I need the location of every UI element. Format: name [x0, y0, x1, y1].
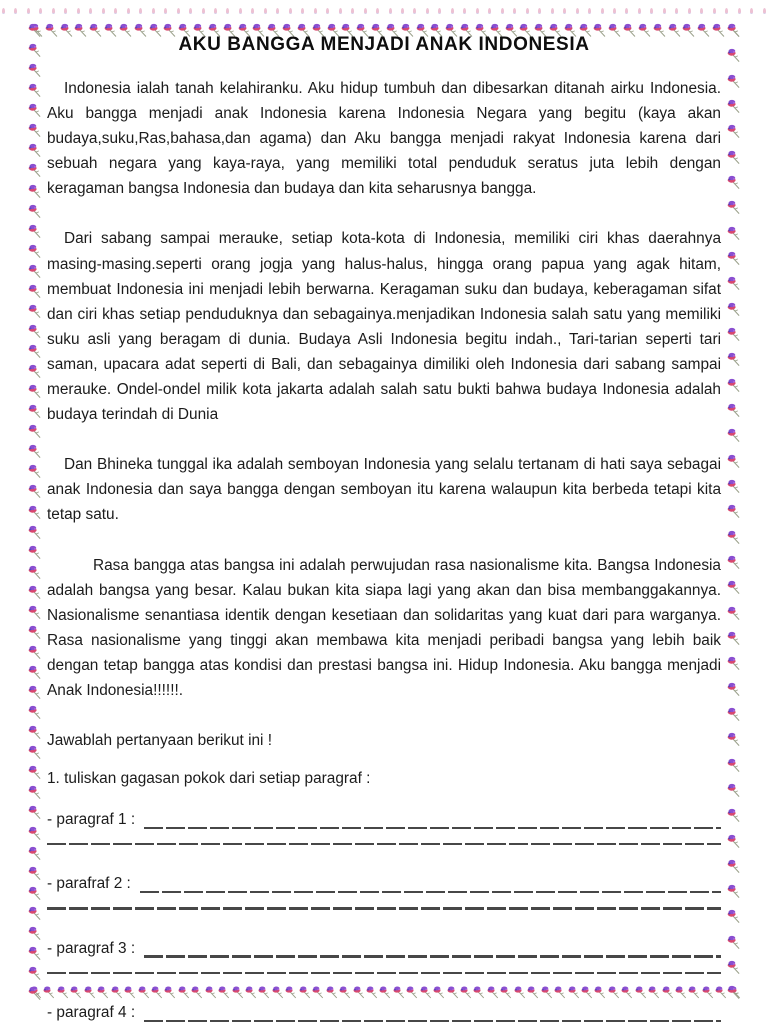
faint-petal-mark [538, 8, 541, 14]
rose-flower-icon [27, 324, 42, 339]
rose-flower-icon [27, 785, 42, 800]
rose-flower-icon [726, 378, 741, 393]
faint-petal-mark [189, 8, 192, 14]
rose-flower-icon [726, 606, 741, 621]
flower-border-right [726, 23, 742, 1001]
faint-petal-mark [39, 8, 42, 14]
answer-block-paragraf-4 [47, 998, 721, 1024]
rose-flower-icon [726, 859, 741, 874]
faint-petal-mark [202, 8, 205, 14]
faint-petal-mark [164, 8, 167, 14]
rose-flower-icon [726, 352, 741, 367]
rose-flower-icon [27, 184, 42, 199]
rose-flower-icon [726, 23, 741, 38]
answer-label-paragraf-2: - parafraf 2 : [47, 875, 131, 893]
faint-petal-mark [463, 8, 466, 14]
faint-flower-strip [2, 7, 766, 15]
faint-petal-mark [725, 8, 728, 14]
faint-petal-mark [513, 8, 516, 14]
faint-petal-mark [27, 8, 30, 14]
rose-flower-icon [726, 884, 741, 899]
rose-flower-icon [726, 985, 741, 1000]
rose-flower-icon [726, 200, 741, 215]
rose-flower-icon [27, 464, 42, 479]
faint-petal-mark [663, 8, 666, 14]
rose-flower-icon [27, 444, 42, 459]
rose-flower-icon [726, 504, 741, 519]
rose-flower-icon [27, 866, 42, 881]
faint-petal-mark [139, 8, 142, 14]
body-paragraph-3: Dan Bhineka tunggal ika adalah semboyan Indonesia yang selalu tertanam di hati saya sebagai anak Indonesia dan saya bangga dengan semboyan itu karena walaupun kita berbeda tetapi kita tetap satu. [47, 456, 721, 524]
rose-flower-icon [27, 43, 42, 58]
rose-flower-icon [27, 705, 42, 720]
instruction-text: Jawablah pertanyaan berikut ini ! [47, 732, 273, 750]
rose-flower-icon [27, 484, 42, 499]
rose-flower-icon [27, 83, 42, 98]
faint-petal-mark [501, 8, 504, 14]
rose-flower-icon [27, 344, 42, 359]
faint-petal-mark [326, 8, 329, 14]
faint-petal-mark [576, 8, 579, 14]
rose-flower-icon [27, 264, 42, 279]
document-content [47, 33, 721, 1024]
faint-petal-mark [551, 8, 554, 14]
faint-petal-mark [214, 8, 217, 14]
faint-petal-mark [89, 8, 92, 14]
answer-blank-line [47, 972, 721, 974]
faint-petal-mark [351, 8, 354, 14]
rose-flower-icon [27, 204, 42, 219]
rose-flower-icon [27, 765, 42, 780]
rose-flower-icon [27, 23, 42, 38]
rose-flower-icon [726, 327, 741, 342]
rose-flower-icon [726, 935, 741, 950]
faint-petal-mark [750, 8, 753, 14]
answer-blank-line [144, 1020, 721, 1022]
rose-flower-icon [726, 479, 741, 494]
rose-flower-icon [27, 404, 42, 419]
answer-block-paragraf-2 [47, 869, 721, 909]
faint-petal-mark [413, 8, 416, 14]
rose-flower-icon [27, 63, 42, 78]
faint-petal-mark [226, 8, 229, 14]
faint-petal-mark [700, 8, 703, 14]
rose-flower-icon [27, 966, 42, 981]
faint-petal-mark [251, 8, 254, 14]
rose-flower-icon [27, 685, 42, 700]
faint-petal-mark [625, 8, 628, 14]
rose-flower-icon [27, 244, 42, 259]
rose-flower-icon [726, 580, 741, 595]
faint-petal-mark [389, 8, 392, 14]
rose-flower-icon [726, 251, 741, 266]
page-title: AKU BANGGA MENJADI ANAK INDONESIA [178, 34, 590, 55]
rose-flower-icon [27, 364, 42, 379]
faint-petal-mark [763, 8, 766, 14]
rose-flower-icon [27, 304, 42, 319]
answer-blank-line [144, 827, 721, 829]
rose-flower-icon [726, 99, 741, 114]
faint-petal-mark [52, 8, 55, 14]
rose-flower-icon [726, 150, 741, 165]
faint-petal-mark [152, 8, 155, 14]
rose-flower-icon [27, 846, 42, 861]
rose-flower-icon [726, 783, 741, 798]
rose-flower-icon [27, 505, 42, 520]
rose-flower-icon [726, 74, 741, 89]
rose-flower-icon [726, 403, 741, 418]
rose-flower-icon [27, 565, 42, 580]
faint-petal-mark [451, 8, 454, 14]
rose-flower-icon [27, 123, 42, 138]
rose-flower-icon [27, 725, 42, 740]
rose-flower-icon [27, 143, 42, 158]
rose-flower-icon [726, 631, 741, 646]
rose-flower-icon [27, 805, 42, 820]
rose-flower-icon [27, 826, 42, 841]
rose-flower-icon [27, 163, 42, 178]
rose-flower-icon [27, 424, 42, 439]
rose-flower-icon [27, 986, 42, 1001]
rose-flower-icon [726, 682, 741, 697]
faint-petal-mark [638, 8, 641, 14]
rose-flower-icon [726, 732, 741, 747]
faint-petal-mark [438, 8, 441, 14]
faint-petal-mark [426, 8, 429, 14]
faint-petal-mark [588, 8, 591, 14]
faint-petal-mark [14, 8, 17, 14]
body-paragraph-4: Rasa bangga atas bangsa ini adalah perwujudan rasa nasionalisme kita. Bangsa Indonesia adalah bangsa yang besar. Kalau bukan kita siapa lagi yang akan dan bisa membanggakannya. Nasionalisme senantiasa identik dengan kesetiaan dan solidaritas yang kuat dari para warganya. Rasa nasionalisme yang tinggi akan membawa kita menjadi peribadi bangsa yang lebih baik dengan tetap bangga atas kondisi dan prestasi bangsa ini. Hidup Indonesia. Aku bangga menjadi Anak Indonesia!!!!!!. [47, 556, 721, 699]
faint-petal-mark [102, 8, 105, 14]
faint-petal-mark [2, 8, 5, 14]
faint-petal-mark [688, 8, 691, 14]
faint-petal-mark [488, 8, 491, 14]
faint-petal-mark [364, 8, 367, 14]
rose-flower-icon [27, 224, 42, 239]
faint-petal-mark [650, 8, 653, 14]
rose-flower-icon [27, 585, 42, 600]
rose-flower-icon [27, 906, 42, 921]
question-text: 1. tuliskan gagasan pokok dari setiap paragraf : [47, 770, 371, 788]
faint-petal-mark [339, 8, 342, 14]
rose-flower-icon [726, 124, 741, 139]
faint-petal-mark [376, 8, 379, 14]
faint-petal-mark [289, 8, 292, 14]
faint-petal-mark [114, 8, 117, 14]
answer-label-paragraf-3: - paragraf 3 : [47, 939, 136, 957]
faint-petal-mark [301, 8, 304, 14]
rose-flower-icon [726, 656, 741, 671]
rose-flower-icon [726, 302, 741, 317]
rose-flower-icon [726, 960, 741, 975]
body-paragraph-1: Indonesia ialah tanah kelahiranku. Aku hidup tumbuh dan dibesarkan ditanah airku Indonesia. Aku bangga menjadi anak Indonesia karena Indonesia Negara yang begitu (kaya akan budaya,suku,Ras,bahasa,dan agama) dan Aku bangga menjadi rakyat Indonesia karena dari sebuah negara yang kaya-raya, yang memiliki total penduduk seratus juta lebih dengan keragaman bangsa Indonesia dan budaya dan kita seharusnya bangga. [47, 80, 721, 198]
faint-petal-mark [476, 8, 479, 14]
rose-flower-icon [726, 175, 741, 190]
rose-flower-icon [27, 946, 42, 961]
rose-flower-icon [726, 555, 741, 570]
rose-flower-icon [726, 808, 741, 823]
answer-label-paragraf-4: - paragraf 4 : [47, 1004, 136, 1022]
answer-blank-line [47, 907, 721, 909]
rose-flower-icon [726, 454, 741, 469]
faint-petal-mark [526, 8, 529, 14]
answer-block-paragraf-1 [47, 805, 721, 845]
rose-flower-icon [726, 530, 741, 545]
rose-flower-icon [27, 284, 42, 299]
rose-flower-icon [726, 834, 741, 849]
answer-blank-line [140, 891, 721, 893]
answer-label-paragraf-1: - paragraf 1 : [47, 811, 136, 829]
rose-flower-icon [726, 909, 741, 924]
faint-petal-mark [276, 8, 279, 14]
faint-petal-mark [239, 8, 242, 14]
faint-petal-mark [77, 8, 80, 14]
faint-petal-mark [127, 8, 130, 14]
rose-flower-icon [27, 665, 42, 680]
faint-petal-mark [264, 8, 267, 14]
faint-petal-mark [401, 8, 404, 14]
rose-flower-icon [27, 625, 42, 640]
rose-flower-icon [27, 886, 42, 901]
faint-petal-mark [177, 8, 180, 14]
rose-flower-icon [27, 745, 42, 760]
body-paragraph-2: Dari sabang sampai merauke, setiap kota-kota di Indonesia, memiliki ciri khas daerahnya masing-masing.seperti orang jogja yang halus-halus, hingga orang papua yang agak hitam, membuat Indonesia ini menjadi lebih berwarna. Keragaman suku dan budaya, keberagaman sifat dan ciri khas setiap penduduknya dan sebagainya.menjadikan Indonesia salah satu yang memiliki suku asli yang beragam di dunia. Budaya Asli Indonesia begitu indah., Tari-tarian seperti tari saman, upacara adat seperti di Bali, dan sebagainya dimiliki oleh Indonesia dari sabang sampai merauke. Ondel-ondel milik kota jakarta adalah salah satu bukti bahwa budaya Indonesia adalah budaya terindah di Dunia [47, 230, 721, 424]
faint-petal-mark [613, 8, 616, 14]
rose-flower-icon [726, 428, 741, 443]
rose-flower-icon [27, 103, 42, 118]
answer-blank-line [144, 955, 721, 957]
faint-petal-mark [738, 8, 741, 14]
faint-petal-mark [563, 8, 566, 14]
faint-petal-mark [675, 8, 678, 14]
rose-flower-icon [726, 276, 741, 291]
answer-block-paragraf-3 [47, 934, 721, 974]
faint-petal-mark [713, 8, 716, 14]
rose-flower-icon [27, 545, 42, 560]
rose-flower-icon [27, 605, 42, 620]
flower-border-left [27, 23, 43, 1001]
rose-flower-icon [27, 645, 42, 660]
rose-flower-icon [726, 226, 741, 241]
faint-petal-mark [601, 8, 604, 14]
rose-flower-icon [27, 384, 42, 399]
answer-blank-line [47, 843, 721, 845]
rose-flower-icon [726, 48, 741, 63]
rose-flower-icon [726, 758, 741, 773]
faint-petal-mark [64, 8, 67, 14]
rose-flower-icon [27, 926, 42, 941]
rose-flower-icon [726, 707, 741, 722]
faint-petal-mark [314, 8, 317, 14]
rose-flower-icon [27, 525, 42, 540]
